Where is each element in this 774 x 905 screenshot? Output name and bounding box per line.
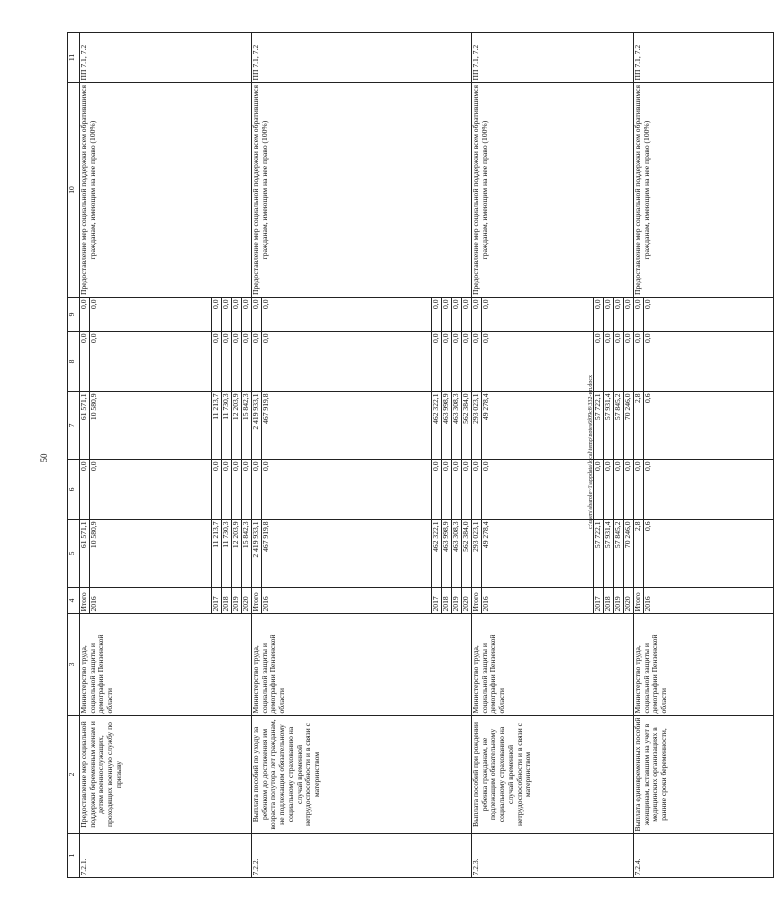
row-other: 0,0	[222, 298, 232, 332]
item-points: ПП 7.1, 7.2	[252, 33, 472, 83]
row-local: 0,0	[604, 332, 614, 392]
row-regional: 11 213,7	[212, 392, 222, 460]
item-executor: Министерство труда, социальной защиты и демографии Пензенской области	[472, 614, 634, 716]
row-total: 462 322,1	[432, 520, 442, 588]
row-other: 0,0	[482, 298, 594, 332]
row-other: 0,0	[624, 298, 634, 332]
row-year: 2019	[452, 588, 462, 614]
row-regional: 70 246,0	[624, 392, 634, 460]
row-local: 0,0	[482, 332, 594, 392]
row-other: 0,0	[644, 298, 774, 332]
row-federal: 0,0	[232, 460, 242, 520]
item-number: 7.2.3.	[472, 834, 634, 878]
row-regional: 12 203,9	[232, 392, 242, 460]
row-federal: 0,0	[442, 460, 452, 520]
row-other: 0,0	[462, 298, 472, 332]
row-local: 0,0	[80, 332, 90, 392]
row-other: 0,0	[442, 298, 452, 332]
item-measure: Предоставление мер социальной поддержки всем обратившимся гражданам, имеющим на нее право (100%)	[80, 83, 252, 298]
document-footer-path: c:\users\sbarole~1\appdata\local\temp\notes6f09c8\332-ип.docx	[588, 374, 594, 530]
row-total: 57 845,2	[614, 520, 624, 588]
row-regional: 0,6	[644, 392, 774, 460]
item-name: Выплата пособий по уходу за ребенком до достижения им возраста полутора лет гражданам, не подлежащим обязательному социальному страхованию на случай временной нетрудоспособности и в связи с материнством	[252, 716, 472, 834]
row-total: 49 278,4	[482, 520, 594, 588]
row-year: 2018	[442, 588, 452, 614]
row-year: 2018	[222, 588, 232, 614]
row-federal: 0,0	[432, 460, 442, 520]
row-year: 2020	[242, 588, 252, 614]
header-col-8: 8	[68, 332, 80, 392]
row-other: 0,0	[212, 298, 222, 332]
row-local: 0,0	[624, 332, 634, 392]
row-federal: 0,0	[222, 460, 232, 520]
row-total: 562 384,0	[462, 520, 472, 588]
row-total: 61 571,1	[80, 520, 90, 588]
row-regional: 462 322,1	[432, 392, 442, 460]
item-number: 7.2.4.	[634, 834, 774, 878]
row-federal: 0,0	[212, 460, 222, 520]
row-regional: 293 023,1	[472, 392, 482, 460]
row-local: 0,0	[222, 332, 232, 392]
row-local: 0,0	[644, 332, 774, 392]
row-federal: 0,0	[252, 460, 262, 520]
row-federal: 0,0	[634, 460, 644, 520]
row-total: 12 203,9	[232, 520, 242, 588]
row-other: 0,0	[232, 298, 242, 332]
page-number: 50	[39, 453, 49, 463]
rotated-page	[67, 18, 669, 878]
row-regional: 463 998,9	[442, 392, 452, 460]
item-name: Выплата единовременных пособий женщинам, вставшим на учет в медицинских организациях в ранние сроки беременности,	[634, 716, 774, 834]
row-local: 0,0	[614, 332, 624, 392]
row-total: 467 919,8	[262, 520, 432, 588]
row-local: 0,0	[442, 332, 452, 392]
row-federal: 0,0	[624, 460, 634, 520]
row-local: 0,0	[212, 332, 222, 392]
row-total: 70 246,0	[624, 520, 634, 588]
row-local: 0,0	[462, 332, 472, 392]
row-regional: 57 722,1	[594, 392, 604, 460]
header-col-1: 1	[68, 834, 80, 878]
item-measure: Предоставление мер социальной поддержки всем обратившимся гражданам, имеющим на нее право (100%)	[252, 83, 472, 298]
row-federal: 0,0	[482, 460, 594, 520]
row-federal: 0,0	[262, 460, 432, 520]
row-year: Итого	[80, 588, 90, 614]
item-name: Выплата пособий при рождении ребенка гражданам, не подлежащим обязательному социальному страхованию на случай временной нетрудоспособности и в связи с материнством	[472, 716, 634, 834]
row-local: 0,0	[432, 332, 442, 392]
row-total: 2 419 933,1	[252, 520, 262, 588]
row-federal: 0,0	[614, 460, 624, 520]
row-regional: 2 419 933,1	[252, 392, 262, 460]
row-year: 2020	[462, 588, 472, 614]
header-col-2: 2	[68, 716, 80, 834]
row-regional: 57 931,4	[604, 392, 614, 460]
program-table	[67, 32, 774, 878]
row-regional: 463 308,3	[452, 392, 462, 460]
item-executor: Министерство труда, социальной защиты и демографии Пензенской области	[80, 614, 252, 716]
row-other: 0,0	[80, 298, 90, 332]
item-executor: Министерство труда, социальной защиты и демографии Пензенской области	[252, 614, 472, 716]
row-federal: 0,0	[594, 460, 604, 520]
row-other: 0,0	[604, 298, 614, 332]
row-federal: 0,0	[452, 460, 462, 520]
item-measure: Предоставление мер социальной поддержки всем обратившимся гражданам, имеющим на нее право (100%)	[634, 83, 774, 298]
row-other: 0,0	[90, 298, 212, 332]
row-total: 463 998,9	[442, 520, 452, 588]
row-year: 2019	[232, 588, 242, 614]
row-local: 0,0	[634, 332, 644, 392]
row-regional: 467 919,8	[262, 392, 432, 460]
row-other: 0,0	[432, 298, 442, 332]
header-col-11: 11	[68, 33, 80, 83]
header-col-9: 9	[68, 298, 80, 332]
header-col-10: 10	[68, 83, 80, 298]
table-row	[472, 33, 482, 878]
row-total: 0,6	[644, 520, 774, 588]
row-local: 0,0	[452, 332, 462, 392]
row-local: 0,0	[90, 332, 212, 392]
row-year: 2017	[212, 588, 222, 614]
row-regional: 15 842,3	[242, 392, 252, 460]
item-name: Предоставление мер социальной поддержки беременным женам и детям военнослужащих, проходящих военную службу по призыву	[80, 716, 252, 834]
row-total: 11 730,3	[222, 520, 232, 588]
row-federal: 0,0	[604, 460, 614, 520]
row-local: 0,0	[232, 332, 242, 392]
table-row	[80, 33, 90, 878]
header-col-3: 3	[68, 614, 80, 716]
header-col-7: 7	[68, 392, 80, 460]
header-col-4: 4	[68, 588, 80, 614]
row-local: 0,0	[594, 332, 604, 392]
row-year: 2016	[262, 588, 432, 614]
table-row	[634, 33, 644, 878]
row-regional: 10 580,9	[90, 392, 212, 460]
header-col-6: 6	[68, 460, 80, 520]
row-regional: 49 278,4	[482, 392, 594, 460]
header-row	[68, 33, 80, 878]
item-number: 7.2.1.	[80, 834, 252, 878]
row-other: 0,0	[452, 298, 462, 332]
item-points: ПП 7.1, 7.2	[634, 33, 774, 83]
item-executor: Министерство труда, социальной защиты и демографии Пензенской области	[634, 614, 774, 716]
table-row	[252, 33, 262, 878]
row-other: 0,0	[614, 298, 624, 332]
row-federal: 0,0	[644, 460, 774, 520]
row-regional: 61 571,1	[80, 392, 90, 460]
row-federal: 0,0	[472, 460, 482, 520]
row-year: 2018	[604, 588, 614, 614]
row-year: 2016	[90, 588, 212, 614]
row-year: 2017	[594, 588, 604, 614]
row-local: 0,0	[472, 332, 482, 392]
row-total: 11 213,7	[212, 520, 222, 588]
row-year: Итого	[472, 588, 482, 614]
row-other: 0,0	[634, 298, 644, 332]
header-col-5: 5	[68, 520, 80, 588]
row-total: 2,8	[634, 520, 644, 588]
row-regional: 562 384,0	[462, 392, 472, 460]
row-year: 2016	[482, 588, 594, 614]
row-regional: 2,8	[634, 392, 644, 460]
item-number: 7.2.2.	[252, 834, 472, 878]
row-year: Итого	[634, 588, 644, 614]
row-local: 0,0	[242, 332, 252, 392]
row-local: 0,0	[252, 332, 262, 392]
row-total: 10 580,9	[90, 520, 212, 588]
row-other: 0,0	[242, 298, 252, 332]
row-federal: 0,0	[462, 460, 472, 520]
row-year: 2016	[644, 588, 774, 614]
row-other: 0,0	[262, 298, 432, 332]
row-other: 0,0	[252, 298, 262, 332]
item-points: ПП 7.1, 7.2	[80, 33, 252, 83]
row-total: 293 023,1	[472, 520, 482, 588]
row-regional: 57 845,2	[614, 392, 624, 460]
row-federal: 0,0	[242, 460, 252, 520]
row-regional: 11 730,3	[222, 392, 232, 460]
row-other: 0,0	[472, 298, 482, 332]
row-local: 0,0	[262, 332, 432, 392]
row-year: Итого	[252, 588, 262, 614]
row-other: 0,0	[594, 298, 604, 332]
row-federal: 0,0	[90, 460, 212, 520]
row-year: 2020	[624, 588, 634, 614]
row-year: 2019	[614, 588, 624, 614]
row-total: 57 722,1	[594, 520, 604, 588]
item-points: ПП 7.1, 7.2	[472, 33, 634, 83]
row-total: 463 308,3	[452, 520, 462, 588]
item-measure: Предоставление мер социальной поддержки всем обратившимся гражданам, имеющим на нее право (100%)	[472, 83, 634, 298]
row-total: 15 842,3	[242, 520, 252, 588]
row-total: 57 931,4	[604, 520, 614, 588]
row-year: 2017	[432, 588, 442, 614]
row-federal: 0,0	[80, 460, 90, 520]
